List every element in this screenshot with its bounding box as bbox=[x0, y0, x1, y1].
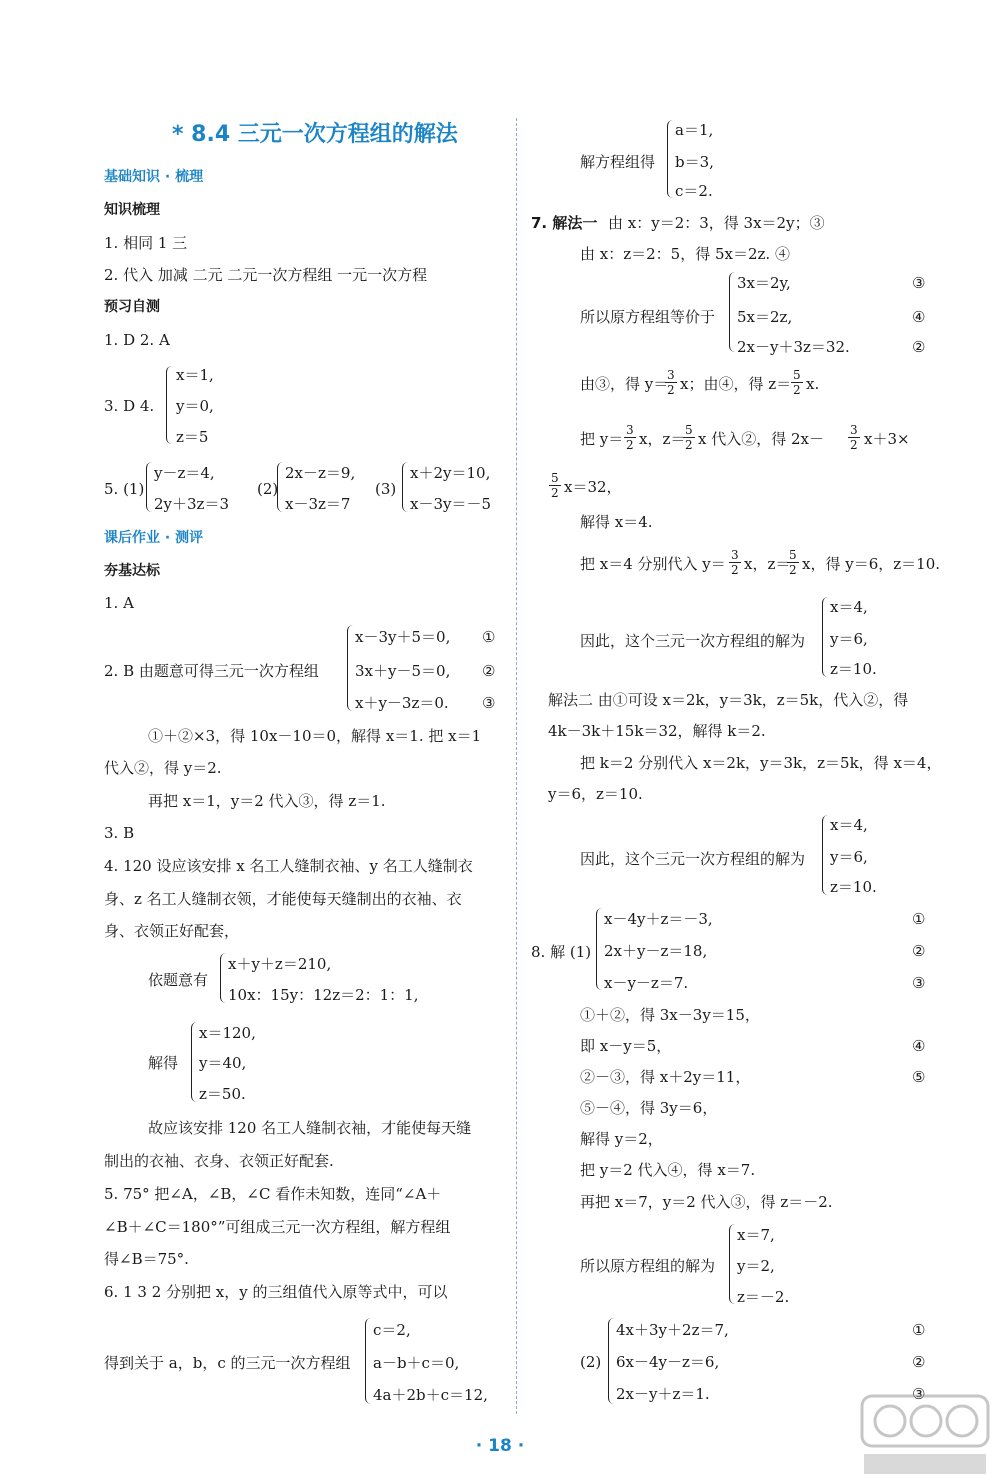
equation: 2y＋3z＝3 bbox=[154, 495, 230, 513]
answer-line: x＋3× bbox=[864, 430, 910, 448]
answer-line: 依题意有 bbox=[148, 971, 209, 989]
answer-line: 1. D 2. A bbox=[104, 331, 170, 349]
equation: x＝7, bbox=[737, 1226, 775, 1244]
equation-number: ③ bbox=[912, 974, 926, 992]
answer-line: 由 x：z＝2：5，得 5x＝2z. ④ bbox=[580, 245, 790, 263]
equation: b＝3, bbox=[675, 153, 714, 171]
equation: z＝10. bbox=[830, 878, 877, 896]
equation: 10x：15y：12z＝2：1：1, bbox=[228, 986, 419, 1004]
equation: y＝2, bbox=[737, 1257, 775, 1275]
equation: 2x＋y－z＝18, bbox=[604, 942, 708, 960]
answer-line: 2. B 由题意可得三元一次方程组 bbox=[104, 662, 319, 680]
answer-line: 5. 75° 把∠A，∠B，∠C 看作未知数，连同“∠A＋ bbox=[104, 1185, 442, 1203]
answer-line: 4k－3k＋15k＝32，解得 k＝2. bbox=[548, 722, 766, 740]
equation: z＝－2. bbox=[737, 1288, 790, 1306]
answer-line: x＝32， bbox=[564, 478, 622, 496]
fraction: $\frac{3}{2}$ bbox=[667, 368, 675, 397]
answer-line: 由③，得 y＝ bbox=[580, 375, 669, 393]
fraction: $\frac{3}{2}$ bbox=[731, 548, 739, 577]
equation-number: ④ bbox=[912, 308, 926, 326]
equation: y＝6, bbox=[830, 848, 868, 866]
equation: x－3y＝－5 bbox=[410, 495, 492, 513]
equation: y＝6, bbox=[830, 630, 868, 648]
equation-number: ① bbox=[912, 1321, 926, 1339]
answer-line: 6. 1 3 2 分别把 x，y 的三组值代入原等式中，可以 bbox=[104, 1283, 448, 1301]
section-heading-basics: 基础知识 · 梳理 bbox=[104, 169, 204, 185]
answer-line: 解得 x＝4. bbox=[580, 513, 653, 531]
answer-line: (3) bbox=[375, 480, 397, 498]
answer-line: x，得 y＝6，z＝10. bbox=[802, 555, 941, 573]
fraction: $\frac{5}{2}$ bbox=[789, 548, 797, 577]
answer-line: ①＋②，得 3x－3y＝15， bbox=[580, 1006, 760, 1024]
brace bbox=[166, 366, 175, 444]
fraction: $\frac{3}{2}$ bbox=[626, 423, 634, 452]
answer-line: 把 y＝ bbox=[580, 430, 624, 448]
answer-line: 代入②，得 y＝2. bbox=[104, 759, 222, 777]
fraction: $\frac{3}{2}$ bbox=[850, 423, 858, 452]
answer-line: 身、z 名工人缝制衣领，才能使每天缝制出的衣袖、衣 bbox=[104, 890, 462, 908]
answer-line: x，z＝ bbox=[639, 430, 686, 448]
answer-line: 解方程组得 bbox=[580, 153, 656, 171]
equation: x＋y＋z＝210, bbox=[228, 955, 332, 973]
equation: x－4y＋z＝－3, bbox=[604, 910, 713, 928]
answer-line: 把 x＝4 分别代入 y＝ bbox=[580, 555, 726, 573]
equation-number: ① bbox=[482, 628, 496, 646]
equation: a＝1, bbox=[675, 121, 714, 139]
equation-number: ③ bbox=[912, 1385, 926, 1403]
answer-line: 解得 y＝2， bbox=[580, 1130, 663, 1148]
equation-number: ② bbox=[912, 338, 926, 356]
answer-line: y＝6，z＝10. bbox=[548, 785, 643, 803]
equation: x＋2y＝10, bbox=[410, 464, 491, 482]
equation: 2x－y＋z＝1. bbox=[616, 1385, 710, 1403]
answer-line: 制出的衣袖、衣身、衣领正好配套. bbox=[104, 1152, 334, 1170]
equation: 4x＋3y＋2z＝7, bbox=[616, 1321, 729, 1339]
subheading-knowledge: 知识梳理 bbox=[104, 202, 160, 218]
section-heading-homework: 课后作业 · 测评 bbox=[104, 530, 204, 546]
answer-line: 1. 相同 1 三 bbox=[104, 234, 188, 252]
answer-line: ∠B＋∠C＝180°”可组成三元一次方程组，解方程组 bbox=[104, 1218, 451, 1236]
fraction: $\frac{5}{2}$ bbox=[551, 471, 559, 500]
answer-line: 即 x－y＝5， bbox=[580, 1037, 672, 1055]
page-number: · 18 · bbox=[475, 1436, 525, 1456]
equation: x＝120, bbox=[199, 1024, 256, 1042]
answer-line: 3. D 4. bbox=[104, 397, 155, 415]
equation: x＝4, bbox=[830, 816, 868, 834]
equation: x＝1, bbox=[176, 366, 214, 384]
equation-number: ① bbox=[912, 910, 926, 928]
answer-line: 得到关于 a，b，c 的三元一次方程组 bbox=[104, 1354, 351, 1372]
answer-line: 8. 解 (1) bbox=[531, 943, 592, 961]
answer-line: x；由④，得 z＝ bbox=[680, 375, 792, 393]
equation: 2x－z＝9, bbox=[285, 464, 356, 482]
equation: z＝10. bbox=[830, 660, 877, 678]
answer-line: 解法二 由①可设 x＝2k，y＝3k，z＝5k，代入②，得 bbox=[548, 691, 909, 709]
equation: x－3y＋5＝0, bbox=[355, 628, 451, 646]
equation: c＝2. bbox=[675, 182, 713, 200]
equation: x＋y－3z＝0. bbox=[355, 694, 449, 712]
equation-number: ② bbox=[912, 1353, 926, 1371]
answer-line: ①＋②×3，得 10x－10＝0，解得 x＝1. 把 x＝1 bbox=[148, 727, 482, 745]
equation: y＝40, bbox=[199, 1054, 247, 1072]
equation: z＝50. bbox=[199, 1085, 246, 1103]
answer-line: 再把 x＝7，y＝2 代入③，得 z＝－2. bbox=[580, 1193, 833, 1211]
watermark-logo bbox=[860, 1390, 990, 1478]
answer-line: 得∠B＝75°. bbox=[104, 1250, 189, 1268]
page-title: * 8.4 三元一次方程组的解法 bbox=[172, 122, 458, 147]
answer-line: x，z＝ bbox=[744, 555, 791, 573]
answer-line: 解得 bbox=[148, 1054, 179, 1072]
answer-line: 把 k＝2 分别代入 x＝2k，y＝3k，z＝5k，得 x＝4， bbox=[580, 754, 942, 772]
answer-line: (2) bbox=[580, 1353, 602, 1371]
equation: y－z＝4, bbox=[154, 464, 215, 482]
answer-line: 7. 解法一 bbox=[531, 214, 598, 232]
equation-number: ③ bbox=[912, 274, 926, 292]
answer-line: 因此，这个三元一次方程组的解为 bbox=[580, 850, 806, 868]
equation: 6x－4y－z＝6, bbox=[616, 1353, 720, 1371]
fraction: $\frac{5}{2}$ bbox=[685, 423, 693, 452]
answer-line: 再把 x＝1，y＝2 代入③，得 z＝1. bbox=[148, 792, 386, 810]
answer-line: (2) bbox=[257, 480, 279, 498]
answer-line: 所以原方程组等价于 bbox=[580, 308, 716, 326]
subheading-basic-practice: 夯基达标 bbox=[104, 563, 160, 579]
fraction: $\frac{5}{2}$ bbox=[793, 368, 801, 397]
answer-line: 5. (1) bbox=[104, 480, 145, 498]
equation: 5x＝2z, bbox=[737, 308, 793, 326]
equation: z＝5 bbox=[176, 428, 209, 446]
answer-line: 因此，这个三元一次方程组的解为 bbox=[580, 632, 806, 650]
answer-line: 身、衣领正好配套， bbox=[104, 922, 240, 940]
answer-line: 2. 代入 加减 二元 二元一次方程组 一元一次方程 bbox=[104, 266, 428, 284]
column-divider bbox=[516, 118, 517, 1414]
answer-line: x 代入②，得 2x－ bbox=[698, 430, 824, 448]
equation-number: ② bbox=[482, 662, 496, 680]
equation: c＝2, bbox=[373, 1321, 411, 1339]
answer-line: ⑤－④，得 3y＝6， bbox=[580, 1099, 718, 1117]
answer-line: 由 x：y＝2：3，得 3x＝2y；③ bbox=[608, 214, 825, 232]
equation-number: ③ bbox=[482, 694, 496, 712]
equation: 3x＋y－5＝0, bbox=[355, 662, 451, 680]
answer-line: 故应该安排 120 名工人缝制衣袖，才能使每天缝 bbox=[148, 1119, 472, 1137]
answer-line: 把 y＝2 代入④，得 x＝7. bbox=[580, 1161, 756, 1179]
answer-line: 所以原方程组的解为 bbox=[580, 1257, 716, 1275]
equation: 3x＝2y, bbox=[737, 274, 791, 292]
equation-number: ⑤ bbox=[912, 1068, 926, 1086]
equation: 2x－y＋3z＝32. bbox=[737, 338, 850, 356]
equation: x＝4, bbox=[830, 598, 868, 616]
equation: 4a＋2b＋c＝12, bbox=[373, 1386, 488, 1404]
answer-line: 4. 120 设应该安排 x 名工人缝制衣袖、y 名工人缝制衣 bbox=[104, 857, 473, 875]
answer-line: 3. B bbox=[104, 824, 135, 842]
answer-line: x. bbox=[806, 375, 820, 393]
equation-number: ② bbox=[912, 942, 926, 960]
answer-line: ②－③，得 x＋2y＝11， bbox=[580, 1068, 751, 1086]
equation: y＝0, bbox=[176, 397, 214, 415]
equation: x－y－z＝7. bbox=[604, 974, 689, 992]
equation: x－3z＝7 bbox=[285, 495, 351, 513]
subheading-preview: 预习自测 bbox=[104, 299, 160, 315]
equation: a－b＋c＝0, bbox=[373, 1354, 460, 1372]
answer-line: 1. A bbox=[104, 594, 134, 612]
equation-number: ④ bbox=[912, 1037, 926, 1055]
